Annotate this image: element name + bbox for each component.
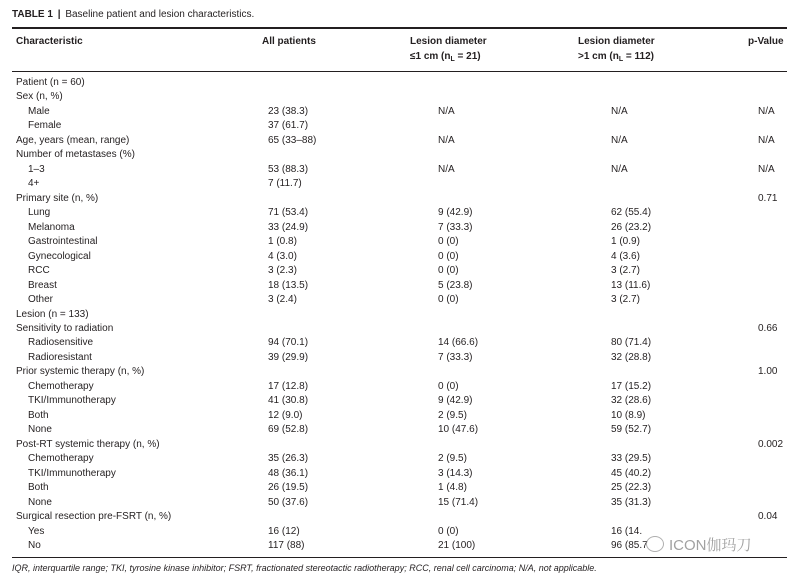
cell-pvalue: 0.66 (758, 322, 778, 334)
table-row (0, 221, 797, 235)
table-row (0, 293, 797, 307)
cell-lesion-small: 3 (14.3) (438, 467, 473, 479)
cell-lesion-large: N/A (611, 163, 628, 175)
row-label: RCC (28, 265, 50, 277)
cell-lesion-large: 10 (8.9) (611, 409, 646, 421)
row-label: 1–3 (28, 163, 45, 175)
table-row (0, 322, 797, 336)
table-row (0, 308, 797, 322)
cell-all-patients: 3 (2.4) (268, 294, 297, 306)
cell-lesion-large: 4 (3.6) (611, 250, 640, 262)
table-caption (12, 9, 254, 20)
cell-all-patients: 94 (70.1) (268, 337, 309, 349)
row-label: TKI/Immunotherapy (28, 467, 116, 479)
cell-lesion-large: 80 (71.4) (611, 337, 652, 349)
cell-all-patients: 71 (53.4) (268, 207, 309, 219)
header-lesion-small (410, 34, 487, 67)
cell-lesion-large: 26 (23.2) (611, 221, 652, 233)
cell-lesion-small: 9 (42.9) (438, 395, 473, 407)
row-label: 4+ (28, 178, 40, 190)
table-row (0, 206, 797, 220)
cell-lesion-small: 14 (66.6) (438, 337, 479, 349)
cell-lesion-large: 45 (40.2) (611, 467, 652, 479)
table-row (0, 90, 797, 104)
table-row (0, 467, 797, 481)
cell-lesion-small: N/A (438, 134, 455, 146)
cell-all-patients: 33 (24.9) (268, 221, 309, 233)
cell-lesion-large: 62 (55.4) (611, 207, 652, 219)
cell-lesion-large: 16 (14. (611, 525, 643, 537)
table-row (0, 351, 797, 365)
cell-lesion-large: 13 (11.6) (611, 279, 651, 291)
cell-lesion-small: 0 (0) (438, 380, 459, 392)
row-label: Surgical resection pre-FSRT (n, %) (16, 511, 172, 523)
row-label: Breast (28, 279, 57, 291)
cell-all-patients: 48 (36.1) (268, 467, 309, 479)
row-label: Age, years (mean, range) (16, 134, 130, 146)
cell-lesion-large: 33 (29.5) (611, 453, 652, 465)
row-label: Primary site (n, %) (16, 192, 99, 204)
cell-lesion-small: 7 (33.3) (438, 221, 473, 233)
cell-lesion-small: 7 (33.3) (438, 351, 473, 363)
row-label: Sex (n, %) (16, 91, 63, 103)
header-lesion-small-line1: Lesion diameter (410, 36, 487, 47)
cell-pvalue: 0.04 (758, 511, 778, 523)
caption-separator: | (57, 9, 61, 20)
cell-lesion-small: N/A (438, 163, 455, 175)
cell-all-patients: 3 (2.3) (268, 265, 297, 277)
cell-pvalue: N/A (758, 134, 775, 146)
row-label: None (28, 496, 52, 508)
cell-lesion-large: 59 (52.7) (611, 424, 652, 436)
table-row (0, 264, 797, 278)
cell-lesion-large: 17 (15.2) (611, 380, 652, 392)
table-body (0, 76, 797, 553)
cell-lesion-large: N/A (611, 105, 628, 117)
cell-lesion-small: 21 (100) (438, 540, 476, 551)
cell-all-patients: 7 (11.7) (268, 178, 302, 190)
table-row (0, 394, 797, 408)
row-label: Other (28, 294, 54, 306)
cell-lesion-small: 0 (0) (438, 236, 459, 248)
cell-lesion-small: 1 (4.8) (438, 482, 467, 494)
header-characteristic: Characteristic (16, 36, 83, 47)
table-row (0, 76, 797, 90)
cell-all-patients: 17 (12.8) (268, 380, 309, 392)
row-label: Chemotherapy (28, 380, 94, 392)
table-row (0, 148, 797, 162)
cell-all-patients: 26 (19.5) (268, 482, 309, 494)
cell-lesion-large: 32 (28.6) (611, 395, 652, 407)
cell-all-patients: 39 (29.9) (268, 351, 309, 363)
table-row (0, 105, 797, 119)
table-row (0, 423, 797, 437)
header-pvalue: p-Value (748, 36, 784, 47)
cell-lesion-small: 2 (9.5) (438, 409, 467, 421)
table-row (0, 177, 797, 191)
cell-lesion-small: 2 (9.5) (438, 453, 467, 465)
wechat-icon (646, 536, 664, 552)
row-label: Chemotherapy (28, 453, 94, 465)
row-label: Gastrointestinal (28, 236, 98, 248)
cell-lesion-large: 3 (2.7) (611, 294, 640, 306)
row-label: Female (28, 120, 62, 132)
table-row (0, 380, 797, 394)
table-row (0, 452, 797, 466)
row-label: Post-RT systemic therapy (n, %) (16, 438, 160, 450)
cell-all-patients: 23 (38.3) (268, 105, 309, 117)
cell-all-patients: 41 (30.8) (268, 395, 309, 407)
table-row (0, 163, 797, 177)
header-lesion-large (578, 34, 655, 67)
cell-pvalue: 1.00 (758, 366, 778, 378)
cell-pvalue: 0.71 (758, 192, 778, 204)
table-row (0, 250, 797, 264)
row-label: Both (28, 409, 49, 421)
cell-lesion-small: 0 (0) (438, 265, 459, 277)
table-row (0, 119, 797, 133)
table-row (0, 192, 797, 206)
cell-lesion-small: 0 (0) (438, 294, 459, 306)
table-row (0, 235, 797, 249)
cell-all-patients: 1 (0.8) (268, 236, 297, 248)
cell-all-patients: 69 (52.8) (268, 424, 309, 436)
cell-lesion-large: 25 (22.3) (611, 482, 652, 494)
row-label: Radioresistant (28, 351, 92, 363)
row-label: Melanoma (28, 221, 75, 233)
row-label: Number of metastases (%) (16, 149, 135, 161)
cell-lesion-small: 5 (23.8) (438, 279, 473, 291)
table-row (0, 510, 797, 524)
cell-lesion-small: 0 (0) (438, 250, 459, 262)
cell-lesion-small: 9 (42.9) (438, 207, 473, 219)
header-lesion-large-line2: >1 cm $(n_L = 112)$ (578, 51, 654, 63)
cell-pvalue: N/A (758, 163, 775, 175)
bottom-rule (12, 557, 787, 558)
table-row (0, 336, 797, 350)
row-label: Male (28, 105, 50, 117)
table-row (0, 134, 797, 148)
table-footnote: IQR, interquartile range; TKI, tyrosine kinase inhibitor; FSRT, fractionated stereotactic radiotherapy; RCC, renal cell carcinoma; N/A, not applicable. (12, 563, 597, 573)
header-lesion-large-line1: Lesion diameter (578, 36, 655, 47)
cell-lesion-large: 96 (85.7 (611, 540, 648, 551)
table-row (0, 481, 797, 495)
row-label: No (28, 540, 41, 551)
cell-all-patients: 37 (61.7) (268, 120, 309, 132)
table-row (0, 365, 797, 379)
cell-lesion-large: 1 (0.9) (611, 236, 640, 248)
cell-all-patients: 50 (37.6) (268, 496, 309, 508)
header-all-patients: All patients (262, 36, 316, 47)
table-title: Baseline patient and lesion characteristics. (65, 9, 255, 20)
cell-lesion-small: 0 (0) (438, 525, 459, 537)
table-row (0, 438, 797, 452)
table-row (0, 279, 797, 293)
table-row (0, 409, 797, 423)
cell-all-patients: 12 (9.0) (268, 409, 303, 421)
cell-pvalue: N/A (758, 105, 775, 117)
cell-pvalue: 0.002 (758, 438, 784, 450)
row-label: None (28, 424, 52, 436)
watermark (646, 534, 752, 555)
cell-all-patients: 18 (13.5) (268, 279, 309, 291)
cell-lesion-large: 32 (28.8) (611, 351, 652, 363)
header-lesion-small-line2: ≤1 cm $(n_L = 21)$ (410, 51, 481, 63)
cell-lesion-large: 3 (2.7) (611, 265, 640, 277)
cell-lesion-large: 35 (31.3) (611, 496, 652, 508)
row-label: Prior systemic therapy (n, %) (16, 366, 145, 378)
cell-lesion-small: 10 (47.6) (438, 424, 479, 436)
cell-lesion-small: 15 (71.4) (438, 496, 479, 508)
row-label: Lesion (n = 133) (16, 308, 89, 320)
cell-lesion-small: N/A (438, 105, 455, 117)
cell-all-patients: 35 (26.3) (268, 453, 309, 465)
cell-all-patients: 53 (88.3) (268, 163, 309, 175)
cell-all-patients: 16 (12) (268, 525, 300, 537)
row-label: Sensitivity to radiation (16, 322, 114, 334)
cell-all-patients: 65 (33–88) (268, 134, 317, 146)
row-label: Yes (28, 525, 45, 537)
table-number: TABLE 1 (12, 9, 53, 20)
row-label: Radiosensitive (28, 337, 94, 349)
row-label: TKI/Immunotherapy (28, 395, 116, 407)
row-label: Both (28, 482, 49, 494)
cell-all-patients: 4 (3.0) (268, 250, 297, 262)
row-label: Patient (n = 60) (16, 77, 85, 88)
row-label: Gynecological (28, 250, 91, 262)
cell-lesion-large: N/A (611, 134, 628, 146)
cell-all-patients: 117 (88) (268, 540, 305, 551)
row-label: Lung (28, 207, 51, 219)
watermark-text: ICON伽玛刀 (669, 537, 752, 554)
top-rule (12, 27, 787, 29)
header-rule (12, 71, 787, 72)
table-row (0, 496, 797, 510)
